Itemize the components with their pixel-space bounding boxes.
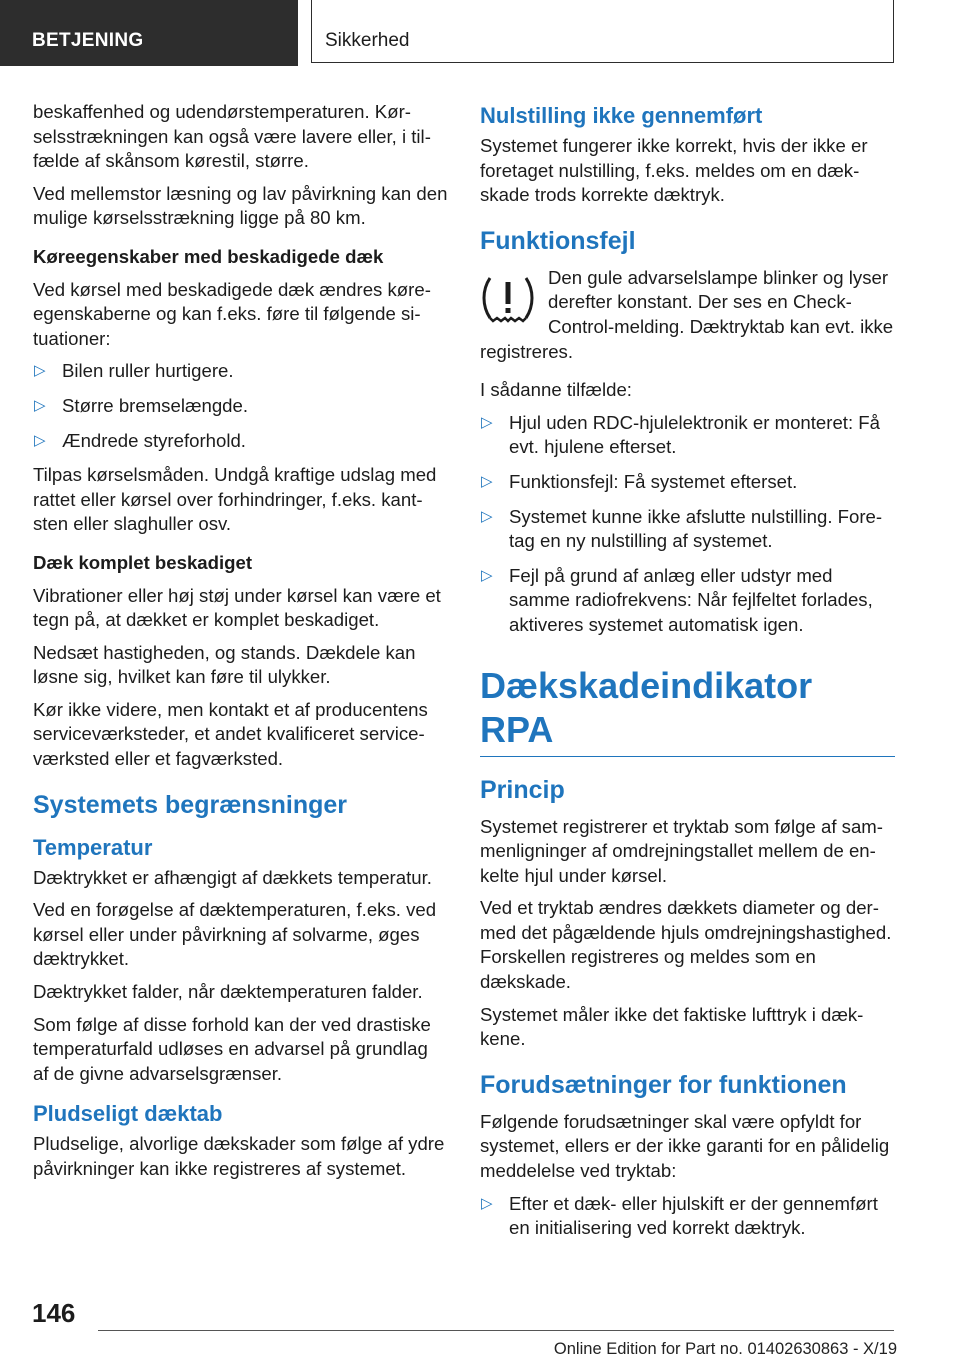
paragraph: Dæktrykket falder, når dæktemperaturen falder. [33, 981, 423, 1003]
heading-sudden-loss: Pludseligt dæktab [33, 1101, 223, 1127]
list-item-text: Fejl på grund af anlæg eller udstyr med samme radiofrekvens: Når fejlfeltet forlades, aktiveres systemet automatisk igen. [509, 564, 873, 635]
list-item [33, 429, 448, 454]
paragraph: Nedsæt hastigheden, og stands. Dækdele kan løsne sig, hvilket kan føre til ulykker. [33, 641, 416, 688]
list-item-text: Efter et dæk- eller hjulskift er der gennemført en initialisering ved korrekt dæktryk. [509, 1192, 878, 1239]
list-item-text: Hjul uden RDC-hjulelektronik er monteret: Få evt. hjulene efterset. [509, 411, 880, 458]
list-item-text: Ændrede styreforhold. [62, 429, 246, 451]
section-title: BETJENING [32, 30, 144, 51]
heading-prerequisites: Forudsætninger for funktionen [480, 1070, 847, 1099]
list-item [480, 470, 895, 495]
list-item-text: Systemet kunne ikke afslutte nulstilling. Foretag en ny nulstilling af systemet. [509, 505, 883, 552]
paragraph: Ved mellemstor læsning og lav påvirkning kan den mulige kørselsstrækning ligge på 80 km. [33, 182, 448, 229]
heading-system-limits: Systemets begrænsninger [33, 790, 347, 819]
heading-malfunction: Funktionsfejl [480, 226, 636, 255]
paragraph: Vibrationer eller høj støj under kørsel kan være et tegn på, at dækket er komplet beskadiget. [33, 584, 441, 631]
bullet-list [480, 1192, 895, 1241]
page-header [0, 0, 960, 66]
chapter-tab [311, 0, 894, 63]
list-item [33, 394, 448, 419]
list-item-text: Bilen ruller hurtigere. [62, 360, 234, 382]
heading-rpa-container [480, 664, 895, 757]
triangle-bullet-icon: ▷ [481, 507, 493, 525]
subheading-damaged-tires: Køreegenskaber med beskadigede dæk [33, 245, 384, 267]
triangle-bullet-icon: ▷ [481, 472, 493, 490]
paragraph: Som følge af disse forhold kan der ved drastiske temperaturfald udløses en advarsel på grundlag af de givne advarselsgrænser. [33, 1013, 431, 1084]
tire-pressure-warning-icon [480, 268, 536, 328]
paragraph: Tilpas kørselsmåden. Undgå kraftige udslag med rattet eller kørsel over forhindringer, f.eks. kantsten eller slaghuller osv. [33, 464, 437, 535]
triangle-bullet-icon: ▷ [34, 431, 46, 449]
malfunction-block [480, 266, 895, 364]
paragraph: Ved en forøgelse af dæktemperaturen, f.eks. ved kørsel eller under påvirkning af solvarme, øges dæktrykket. [33, 899, 437, 970]
list-item [480, 1192, 895, 1241]
triangle-bullet-icon: ▷ [34, 396, 46, 414]
list-item-text: Større bremselængde. [62, 394, 249, 416]
bullet-list [33, 359, 448, 453]
paragraph: I sådanne tilfælde: [480, 379, 632, 401]
section-tab [0, 0, 298, 66]
footer-divider [98, 1330, 894, 1331]
paragraph: Ved et tryktab ændres dækkets diameter og dermed det pågældende hjuls omdrejningshastighed. Forskellen registreres og meldes som en dækskade. [480, 897, 892, 993]
subheading-completely-damaged: Dæk komplet beskadiget [33, 551, 253, 573]
list-item [480, 505, 895, 554]
left-column [33, 100, 448, 1190]
heading-reset-not-done: Nulstilling ikke gennemført [480, 103, 763, 128]
triangle-bullet-icon: ▷ [481, 413, 493, 431]
paragraph: Følgende forudsætninger skal være opfyldt for systemet, ellers er der ikke garanti for en pålidelig meddelelse ved tryktab: [480, 1110, 890, 1182]
right-column [480, 100, 895, 1251]
paragraph: Systemet måler ikke det faktiske lufttryk i dækkene. [480, 1003, 864, 1050]
paragraph: Systemet registrerer et tryktab som følge af sammenligninger af omdrejningstallet mellem de enkelte hjul under kørsel. [480, 815, 883, 886]
triangle-bullet-icon: ▷ [34, 362, 46, 380]
list-item [480, 564, 895, 638]
page-number: 146 [32, 1298, 76, 1328]
paragraph: Den gule advarselslampe blinker og lyser derefter konstant. Der ses en Check-Control-melding. Dæktryktab kan evt. ikke registreres. [480, 266, 894, 362]
paragraph: Kør ikke videre, men kontakt et af producentens serviceværksteder, et andet kvalificeret serviceværksted eller et fagværksted. [33, 698, 428, 770]
heading-principle: Princip [480, 775, 565, 804]
paragraph: Ved kørsel med beskadigede dæk ændres køreegenskaberne og kan f.eks. føre til følgende situationer: [33, 278, 431, 349]
triangle-bullet-icon: ▷ [481, 566, 493, 584]
list-item [480, 411, 895, 460]
heading-rpa: Dækskadeindikator RPA [480, 664, 813, 750]
bullet-list [480, 411, 895, 638]
paragraph: Pludselige, alvorlige dækskader som følge af ydre påvirkninger kan ikke registreres af systemet. [33, 1133, 445, 1179]
paragraph: Dæktrykket er afhængigt af dækkets temperatur. [33, 866, 432, 888]
heading-temperature: Temperatur [33, 834, 153, 860]
triangle-bullet-icon: ▷ [481, 1194, 493, 1212]
list-item-text: Funktionsfejl: Få systemet efterset. [509, 470, 798, 492]
paragraph: beskaffenhed og udendørstemperaturen. Kørselsstrækningen kan også være lavere eller, i tilfælde af skånsom kørestil, større. [33, 101, 431, 172]
chapter-title: Sikkerhed [325, 30, 410, 51]
edition-footer: Online Edition for Part no. 01402630863 - X/19 [553, 1340, 897, 1358]
paragraph: Systemet fungerer ikke korrekt, hvis der ikke er foretaget nulstilling, f.eks. meldes om en dækskade trods korrekte dæktryk. [480, 135, 868, 206]
list-item [33, 359, 448, 384]
